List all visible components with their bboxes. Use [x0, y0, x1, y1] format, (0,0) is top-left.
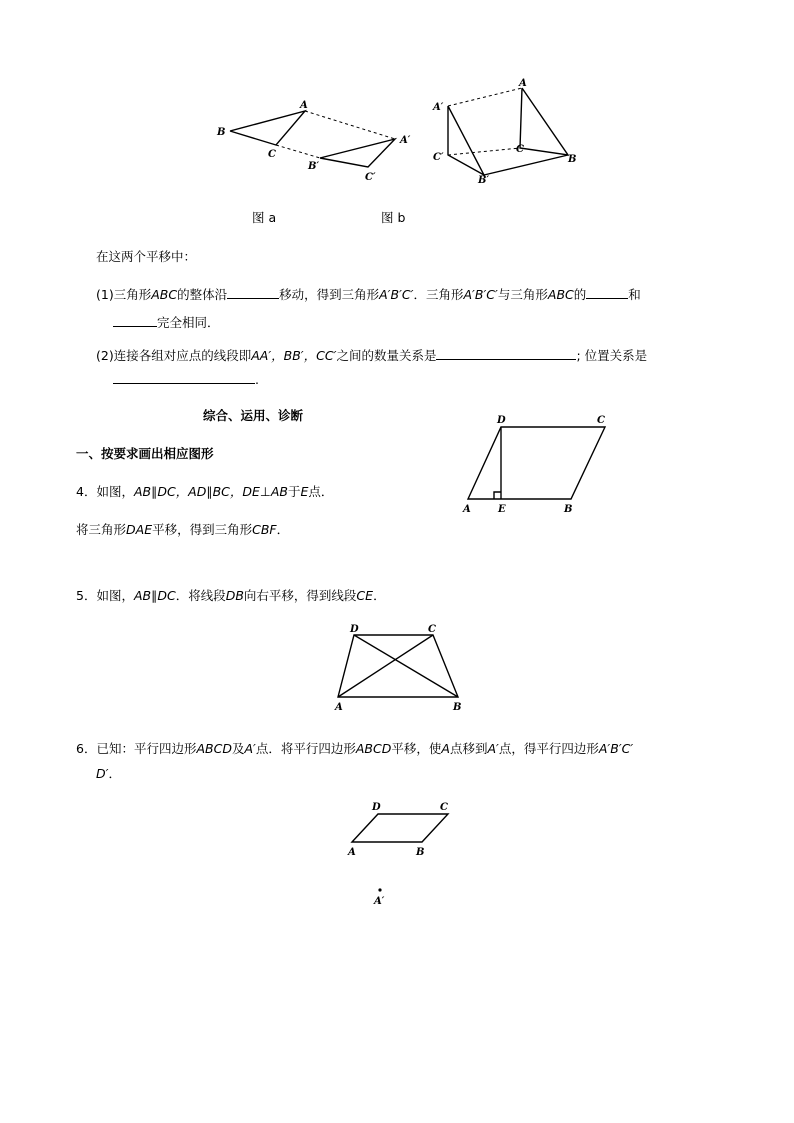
fig-b-caption: 图 b	[381, 210, 406, 225]
fig-a-label-c: C	[268, 149, 276, 160]
question-1-line-1: (1)三角形ABC的整体沿 移动，得到三角形A′B′C′．三角形A′B′C′与三角形ABC的 和	[96, 287, 641, 302]
section-title: 综合、运用、诊断	[203, 408, 304, 423]
q5-label-b: B	[453, 702, 462, 713]
answer-blank[interactable]	[436, 347, 576, 360]
intro-text: 在这两个平移中：	[96, 249, 197, 264]
q5-label-c: C	[428, 624, 436, 635]
q4-label-c: C	[597, 415, 605, 426]
q6-label-b: B	[416, 847, 425, 858]
answer-blank[interactable]	[113, 314, 157, 327]
fig-a-label-a: A	[300, 100, 308, 111]
question-2-line-2: .	[113, 371, 259, 387]
q5-label-d: D	[350, 624, 359, 635]
q4-label-a: A	[463, 504, 471, 515]
question-6-line-1: 6．已知：平行四边形ABCD及A′点．将平行四边形ABCD平移，使A点移到A′点，得平行四边形A′B′C′	[76, 741, 634, 756]
q6-label-c: C	[440, 802, 448, 813]
question-1-line-2: 完全相同．	[113, 313, 220, 331]
figure-a	[210, 95, 430, 190]
q6-label-a: A	[348, 847, 356, 858]
fig-a-label-a-prime: A′	[400, 135, 411, 146]
q4-label-e: E	[498, 504, 506, 515]
fig-b-label-b-prime: B′	[478, 175, 490, 186]
q6-label-a-prime: A′	[374, 896, 385, 907]
figure-q5	[330, 620, 470, 715]
part-1-title: 一、按要求画出相应图形	[76, 446, 214, 461]
fig-a-label-c-prime: C′	[365, 172, 376, 183]
q5-label-a: A	[335, 702, 343, 713]
figure-b	[428, 78, 588, 190]
fig-b-label-c: C	[516, 144, 524, 155]
fig-b-label-c-prime: C′	[433, 152, 444, 163]
fig-b-label-a-prime: A′	[433, 102, 444, 113]
question-4-line-2: 将三角形DAE平移，得到三角形CBF．	[76, 522, 290, 537]
answer-blank[interactable]	[227, 286, 279, 299]
fig-a-label-b-prime: B′	[308, 161, 320, 172]
question-2-line-1: (2)连接各组对应点的线段即AA′，BB′，CC′之间的数量关系是 ; 位置关系是	[96, 348, 648, 363]
question-4-line-1: 4．如图，AB∥DC，AD∥BC，DE⊥AB于E点．	[76, 484, 334, 499]
question-5-line-1: 5．如图，AB∥DC．将线段DB向右平移，得到线段CE．	[76, 588, 386, 603]
fig-a-caption: 图 a	[252, 210, 277, 225]
answer-blank[interactable]	[113, 371, 255, 384]
q6-label-d: D	[372, 802, 381, 813]
question-6-line-2: D′．	[96, 766, 121, 781]
fig-b-label-a: A	[519, 78, 527, 89]
q4-label-b: B	[564, 504, 573, 515]
figure-q6	[340, 798, 460, 908]
fig-b-label-b: B	[568, 154, 577, 165]
q4-label-d: D	[497, 415, 506, 426]
answer-blank[interactable]	[586, 286, 628, 299]
fig-a-label-b: B	[217, 127, 226, 138]
figure-q4	[458, 410, 618, 516]
point-a-prime	[378, 888, 381, 891]
